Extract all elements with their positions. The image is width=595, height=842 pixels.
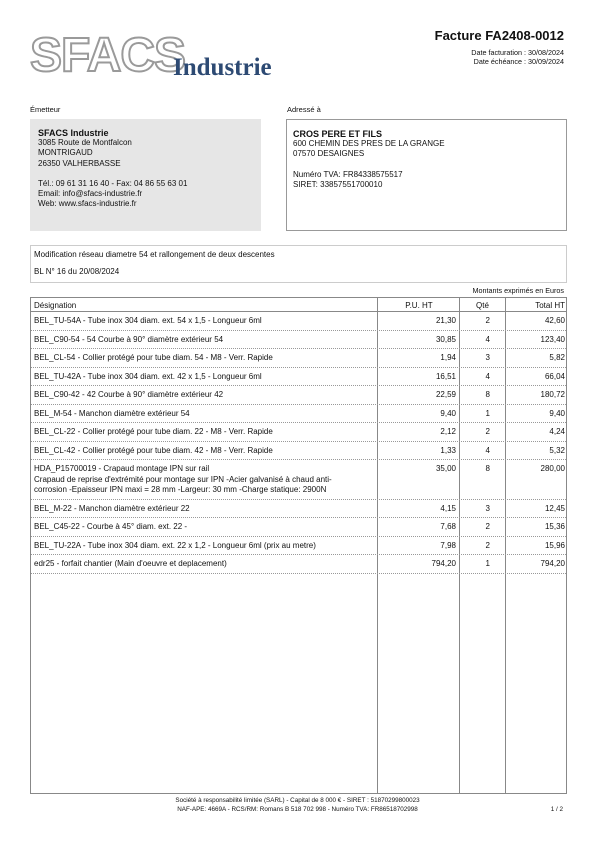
row-total: 280,00 [540,464,565,473]
row-total: 42,60 [544,316,565,325]
invoice-title: Facture FA2408-0012 [434,28,564,43]
description-block [30,245,567,283]
emitter-street: 3085 Route de Montfalcon [38,138,132,148]
row-quantity: 1 [485,408,490,418]
row-designation [34,335,378,346]
row-quantity: 1 [485,559,490,568]
designation-line: BEL_C90-42 - 42 Courbe à 90° diamètre extérieur 42 [34,390,224,399]
currency-note: Montants exprimés en Euros [472,286,564,295]
designation-line: BEL_CL-54 - Collier protégé pour tube diam. 54 - M8 - Verr. Rapide [34,353,273,362]
row-designation [34,372,378,383]
recipient-zip-city: 07570 DESAIGNES [293,149,365,159]
row-unit-price: 16,51 [435,371,456,381]
row-unit-price: 30,85 [435,334,456,344]
row-quantity: 4 [485,334,490,344]
table-header [31,298,566,312]
row-unit-price: 7,68 [440,522,456,531]
row-total: 5,82 [549,353,565,362]
designation-line: BEL_CL-42 - Collier protégé pour tube diam. 42 - M8 - Verr. Rapide [34,445,273,455]
emitter-email: Email: info@sfacs-industrie.fr [38,189,143,199]
emitter-city: MONTRIGAUD [38,148,93,158]
designation-line: HDA_P15700019 - Crapaud montage IPN sur rail [34,464,210,473]
recipient-label: Adressé à [287,105,321,114]
row-quantity: 8 [485,464,490,473]
designation-line: edr25 - forfait chantier (Main d'oeuvre et deplacement) [34,559,227,568]
row-designation [34,559,378,570]
designation-line: BEL_M-54 - Manchon diamètre extérieur 54 [34,408,190,418]
row-quantity: 2 [485,316,490,325]
row-quantity: 2 [485,522,490,531]
row-quantity: 3 [485,353,490,362]
delivery-note: BL N° 16 du 20/08/2024 [34,267,120,276]
designation-line: Crapaud de reprise d'extrémité pour montage sur IPN -Acier galvanisé à chaud anti- [34,474,332,484]
footer-legal: Société à responsabilité limitée (SARL) - Capital de 8 000 € - SIRET : 51870299800023 [175,797,420,804]
table-row [31,405,566,424]
designation-line: BEL_C90-54 - 54 Courbe à 90° diamètre extérieur 54 [34,334,224,344]
row-unit-price: 21,30 [435,316,456,325]
designation-line: BEL_M-22 - Manchon diamètre extérieur 22 [34,503,190,513]
row-total: 9,40 [549,408,565,418]
designation-line: BEL_CL-22 - Collier protégé pour tube diam. 22 - M8 - Verr. Rapide [34,427,273,436]
billing-date: Date facturation : 30/08/2024 [471,48,564,57]
table-row [31,349,566,368]
table-row [31,500,566,519]
row-total: 5,32 [549,445,565,455]
row-designation [34,390,378,401]
designation-line: corrosion -Epaisseur IPN maxi = 28 mm -Largeur: 30 mm -Charge statique: 2900N [34,485,327,494]
footer-registration: NAF-APE: 4669A - RCS/RM: Romans B 518 702 998 - Numéro TVA: FR86518702998 [177,806,418,813]
row-unit-price: 22,59 [435,390,456,399]
row-designation [34,541,378,552]
emitter-phone: Tél.: 09 61 31 16 40 - Fax: 04 86 55 63 01 [38,178,188,188]
row-designation [34,446,378,457]
row-total: 15,36 [544,522,565,531]
emitter-block [30,119,261,231]
emitter-zip-city: 26350 VALHERBASSE [38,158,121,168]
header-total: Total HT [535,301,565,310]
table-row [31,555,566,574]
recipient-block [286,119,567,231]
row-unit-price: 2,12 [440,427,456,436]
row-quantity: 4 [485,371,490,381]
row-designation [34,316,378,327]
row-quantity: 8 [485,390,490,399]
table-row [31,312,566,331]
recipient-name: CROS PERE ET FILS [293,129,383,139]
row-total: 794,20 [540,559,565,568]
row-total: 15,96 [544,540,565,550]
row-designation [34,522,378,533]
row-total: 12,45 [544,503,565,513]
table-row [31,368,566,387]
header-unit-price: P.U. HT [405,301,433,310]
items-table [30,297,567,794]
row-designation [34,409,378,420]
row-quantity: 2 [485,427,490,436]
recipient-siret: SIRET: 33857551700010 [293,179,383,189]
designation-line: BEL_C45-22 - Courbe à 45° diam. ext. 22 - [34,522,188,531]
recipient-vat: Numéro TVA: FR84338575517 [293,169,403,179]
row-unit-price: 7,98 [440,540,456,550]
emitter-label: Émetteur [30,105,61,114]
table-row [31,460,566,500]
designation-line: BEL_TU-42A - Tube inox 304 diam. ext. 42 x 1,5 - Longueur 6ml [34,371,262,381]
designation-line: BEL_TU-54A - Tube inox 304 diam. ext. 54 x 1,5 - Longueur 6ml [34,316,262,325]
row-quantity: 4 [485,445,490,455]
emitter-name: SFACS Industrie [38,128,109,138]
row-unit-price: 4,15 [440,503,456,513]
table-row [31,423,566,442]
logo-wordmark: SFACS [30,29,186,82]
row-designation [34,504,378,515]
header-designation: Désignation [34,301,77,310]
table-row [31,537,566,556]
row-total: 180,72 [540,390,565,399]
row-unit-price: 1,94 [440,353,456,362]
row-designation [34,353,378,364]
recipient-street: 600 CHEMIN DES PRES DE LA GRANGE [293,139,445,149]
row-total: 66,04 [544,371,565,381]
designation-line: BEL_TU-22A - Tube inox 304 diam. ext. 22 x 1,2 - Longueur 6ml (prix au metre) [34,540,316,550]
row-total: 4,24 [549,427,565,436]
row-total: 123,40 [540,334,565,344]
table-row [31,386,566,405]
emitter-web: Web: www.sfacs-industrie.fr [38,199,137,209]
row-quantity: 3 [485,503,490,513]
table-row [31,331,566,350]
due-date: Date échéance : 30/09/2024 [473,57,564,66]
row-designation [34,464,378,496]
row-designation [34,427,378,438]
description-text: Modification réseau diametre 54 et rallongement de deux descentes [34,250,275,259]
row-quantity: 2 [485,540,490,550]
company-logo [30,29,290,82]
table-row [31,442,566,461]
row-unit-price: 794,20 [431,559,456,568]
logo-subtitle: Industrie [173,54,272,81]
row-unit-price: 9,40 [440,408,456,418]
table-row [31,518,566,537]
row-unit-price: 1,33 [440,445,456,455]
header-quantity: Qté [476,301,489,310]
row-unit-price: 35,00 [435,464,456,473]
page-number: 1 / 2 [550,806,563,813]
